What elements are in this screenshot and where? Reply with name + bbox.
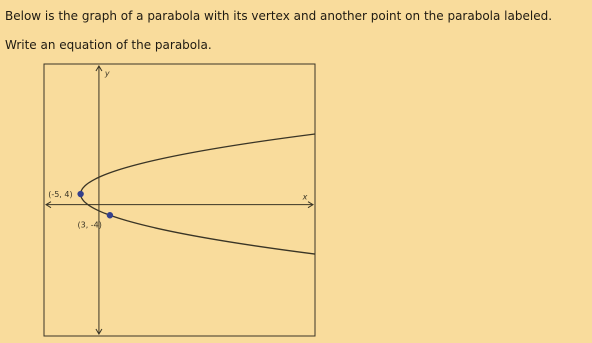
second-point [107,212,113,218]
vertex-point [77,191,83,197]
x-axis-label: x [302,192,308,202]
vertex-point-label: (-5, 4) [48,190,73,200]
second-point-label: (3, -4) [77,220,102,230]
y-axis-label: y [104,69,110,78]
question-line-1: Below is the graph of a parabola with its vertex and another point on the parabola labeled. [5,9,553,23]
graph-frame [44,64,315,336]
parabola-curve [81,134,315,254]
question-line-2: Write an equation of the parabola. [5,38,212,52]
